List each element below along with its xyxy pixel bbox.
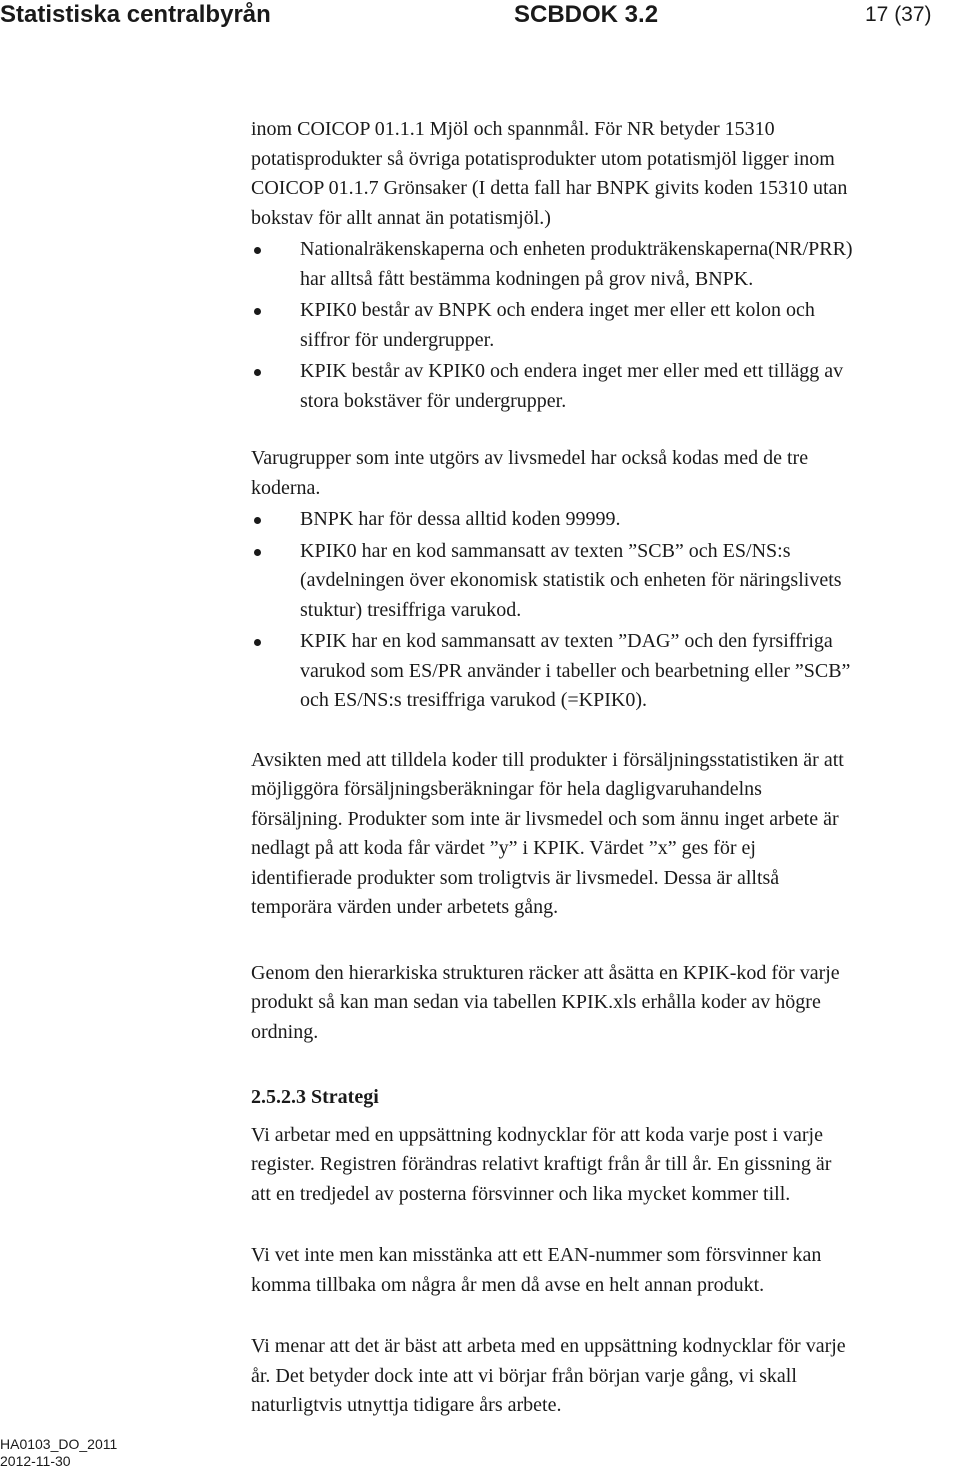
menar-paragraph: Vi menar att det är bäst att arbeta med en uppsättning kodnycklar för varje år. Det betyder dock inte att vi börjar från början varje gång, vi skall naturligtvis utnyttja tidigare års arbete. <box>251 1335 846 1416</box>
list-item: KPIK har en kod sammansatt av texten ”DAG” och den fyrsiffriga varukod som ES/PR använder i tabeller och bearbetning eller ”SCB” och ES/NS:s tresiffriga varukod (=KPIK0). <box>251 627 941 716</box>
page-header <box>0 0 960 40</box>
footer-doc-code: HA0103_DO_2011 <box>0 1436 118 1452</box>
footer-date: 2012-11-30 <box>0 1453 71 1469</box>
bullet-icon <box>254 549 261 556</box>
list-item: KPIK består av KPIK0 och endera inget mer eller med ett tillägg av stora bokstäver för undergrupper. <box>251 357 941 416</box>
intro-paragraph: inom COICOP 01.1.1 Mjöl och spannmål. För NR betyder 15310 potatisprodukter så övriga potatisprodukter utom potatismjöl ligger inom COICOP 01.1.7 Grönsaker (I detta fall har BNPK givits koden 15310 utan bokstav för allt annat än potatismjöl.) <box>251 118 848 229</box>
document-body <box>251 115 941 1421</box>
bullet-icon <box>254 247 261 254</box>
list-item: Nationalräkenskaperna och enheten produkträkenskaperna(NR/PRR) har alltså fått bestämma kodningen på grov nivå, BNPK. <box>251 235 941 294</box>
avsikten-paragraph: Avsikten med att tilldela koder till produkter i försäljningsstatistiken är att möjliggöra försäljningsberäkningar för hela dagligvaruhandelns försäljning. Produkter som inte är livsmedel och som ännu inget arbete är nedlagt på att koda får värdet ”y” i KPIK. Värdet ”x” ges för ej identifierade produkter som troligtvis är livsmedel. Dessa är alltså temporära värden under arbetets gång. <box>251 748 844 918</box>
section-heading: 2.5.2.3 Strategi <box>251 1086 379 1108</box>
strategi-paragraph: Vi arbetar med en uppsättning kodnycklar för att koda varje post i varje register. Registren förändras relativt kraftigt från år till år. En gissning är att en tredjedel av posterna försvinner och lika mycket kommer till. <box>251 1123 832 1205</box>
bullet-icon <box>254 517 261 524</box>
page-number: 17 (37) <box>865 3 932 26</box>
list-item: KPIK0 har en kod sammansatt av texten ”SCB” och ES/NS:s (avdelningen över ekonomisk statistik och enheten för näringslivets stuktur) tresiffriga varukod. <box>251 537 941 626</box>
non-food-codes-list <box>251 505 941 716</box>
list-item: BNPK har för dessa alltid koden 99999. <box>251 505 941 535</box>
page-footer <box>0 1436 117 1470</box>
bullet-icon <box>254 639 261 646</box>
document-id: SCBDOK 3.2 <box>514 1 659 28</box>
varugrupper-paragraph: Varugrupper som inte utgörs av livsmedel har också kodas med de tre koderna. <box>251 447 809 499</box>
bullet-icon <box>254 369 261 376</box>
coding-levels-list <box>251 235 941 416</box>
ean-paragraph: Vi vet inte men kan misstänka att ett EAN-nummer som försvinner kan komma tillbaka om några år men då avse en helt annan produkt. <box>251 1244 822 1296</box>
organization-name: Statistiska centralbyrån <box>0 1 271 28</box>
bullet-icon <box>254 308 261 315</box>
genom-paragraph: Genom den hierarkiska strukturen räcker att åsätta en KPIK-kod för varje produkt så kan man sedan via tabellen KPIK.xls erhålla koder av högre ordning. <box>251 961 840 1043</box>
list-item: KPIK0 består av BNPK och endera inget mer eller ett kolon och siffror för undergrupper. <box>251 296 941 355</box>
